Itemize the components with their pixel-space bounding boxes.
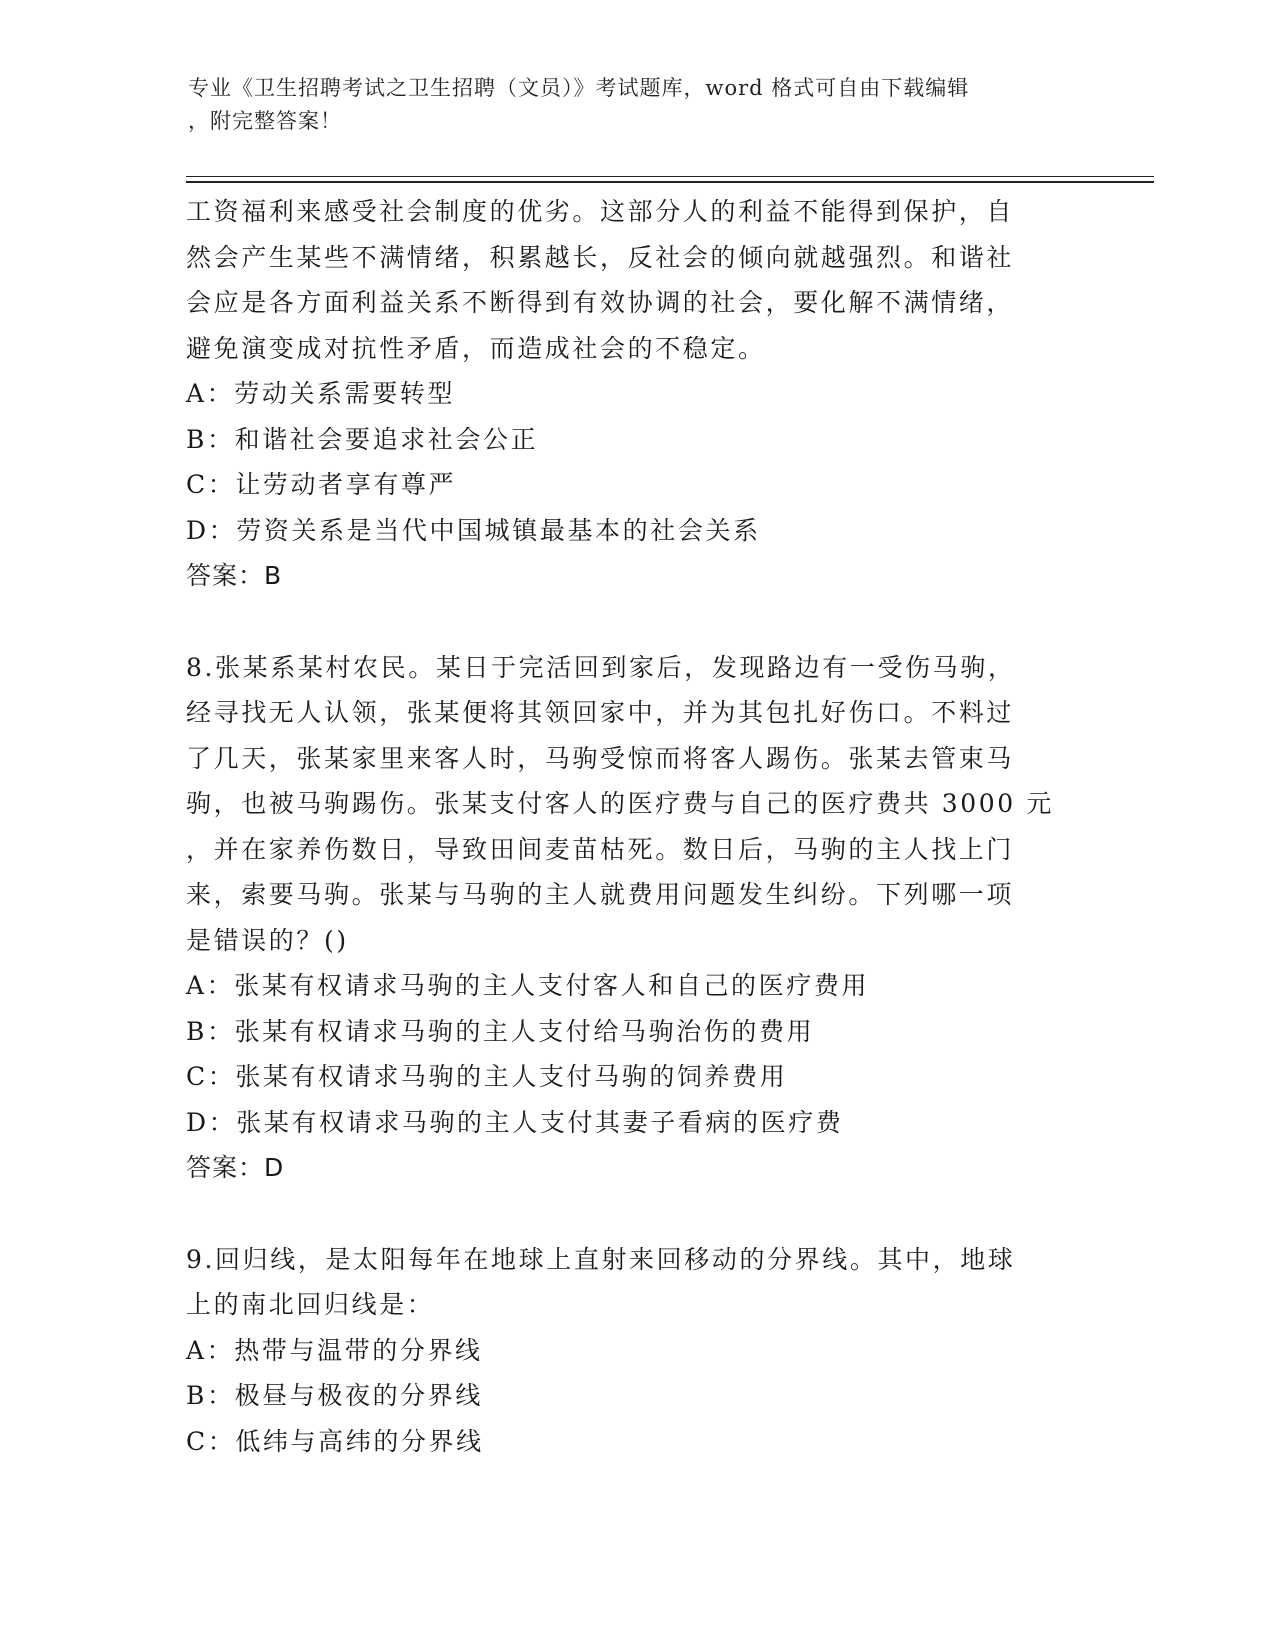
question-text-line: 是错误的？() bbox=[186, 925, 349, 955]
option-a: A：张某有权请求马驹的主人支付客人和自己的医疗费用 bbox=[186, 971, 870, 1000]
option-a: A：热带与温带的分界线 bbox=[186, 1335, 483, 1365]
question-text-line: 上的南北回归线是： bbox=[186, 1290, 435, 1319]
question-text-line: 然会产生某些不满情绪，积累越长，反社会的倾向就越强烈。和谐社 bbox=[186, 242, 1015, 272]
document-body bbox=[186, 189, 1086, 1464]
option-d: D：张某有权请求马驹的主人支付其妻子看病的医疗费 bbox=[186, 1107, 844, 1137]
question-8 bbox=[186, 645, 1086, 1191]
option-d: D：劳资关系是当代中国城镇最基本的社会关系 bbox=[186, 515, 761, 545]
option-a: A：劳动关系需要转型 bbox=[186, 379, 456, 408]
question-text-line: 8.张某系某村农民。某日于完活回到家后，发现路边有一受伤马驹， bbox=[186, 652, 1016, 682]
question-text-line: 会应是各方面利益关系不断得到有效协调的社会，要化解不满情绪， bbox=[186, 288, 1015, 317]
question-text-line: 避免演变成对抗性矛盾，而造成社会的不稳定。 bbox=[186, 333, 766, 363]
option-c: C：让劳动者享有尊严 bbox=[186, 470, 457, 499]
option-b: B：和谐社会要追求社会公正 bbox=[186, 424, 539, 454]
header-rule-thick bbox=[186, 181, 1154, 183]
header-rule-thin bbox=[186, 176, 1154, 177]
question-text-line: ，并在家养伤数日，导致田间麦苗枯死。数日后，马驹的主人找上门 bbox=[186, 834, 1015, 864]
question-text-line: 了几天，张某家里来客人时，马驹受惊而将客人踢伤。张某去管束马 bbox=[186, 743, 1015, 773]
answer-label: 答案：D bbox=[186, 1153, 285, 1182]
question-text-line: 驹，也被马驹踢伤。张某支付客人的医疗费与自己的医疗费共 3000 元 bbox=[186, 789, 1054, 818]
question-text-line: 工资福利来感受社会制度的优劣。这部分人的利益不能得到保护，自 bbox=[186, 197, 1015, 226]
option-c: C：低纬与高纬的分界线 bbox=[186, 1426, 484, 1456]
option-b: B：张某有权请求马驹的主人支付给马驹治伤的费用 bbox=[186, 1016, 815, 1046]
question-text-line: 9.回归线，是太阳每年在地球上直射来回移动的分界线。其中，地球 bbox=[186, 1244, 1016, 1274]
option-c: C：张某有权请求马驹的主人支付马驹的饲养费用 bbox=[186, 1062, 788, 1091]
page-header bbox=[188, 72, 1068, 138]
question-text-line: 来，索要马驹。张某与马驹的主人就费用问题发生纠纷。下列哪一项 bbox=[186, 880, 1015, 909]
question-7 bbox=[186, 189, 1086, 599]
question-9 bbox=[186, 1237, 1086, 1465]
question-text-line: 经寻找无人认领，张某便将其领回家中，并为其包扎好伤口。不料过 bbox=[186, 698, 1015, 727]
option-b: B：极昼与极夜的分界线 bbox=[186, 1381, 483, 1410]
header-line-2: ，附完整答案！ bbox=[188, 109, 342, 133]
header-line-1: 专业《卫生招聘考试之卫生招聘（文员）》考试题库，word 格式可自由下载编辑 bbox=[188, 76, 970, 100]
answer-label: 答案：B bbox=[186, 561, 283, 590]
